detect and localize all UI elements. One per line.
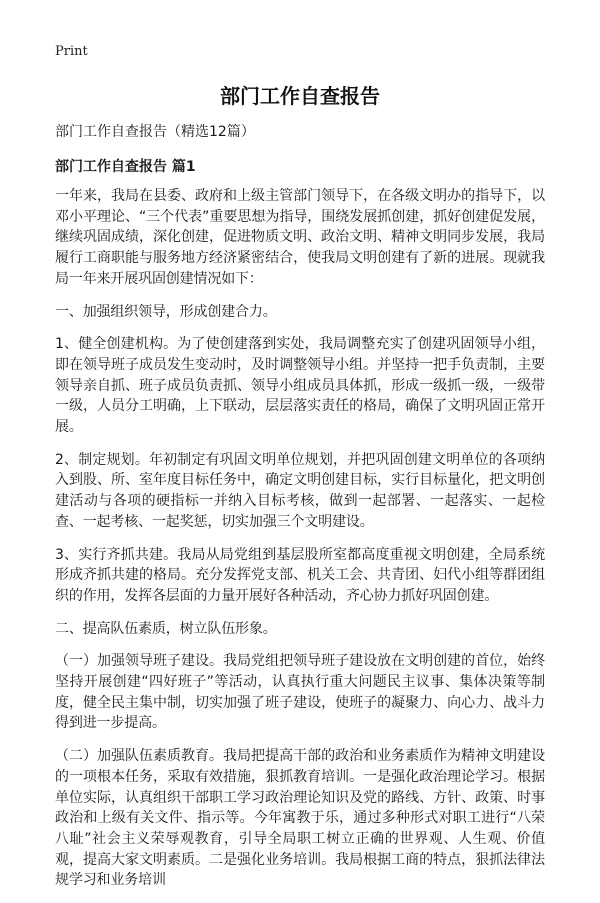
section-heading: 部门工作自查报告 篇1 <box>55 159 196 175</box>
paragraph-subitem-1: （一）加强领导班子建设。我局党组把领导班子建设放在文明创建的首位，始终坚持开展创建“四好班子”等活动，认真执行重大问题民主议事、集体决策等制度，健全民主集中制，切实加强了班子建设，使班子的凝聚力、向心力、战斗力得到进一步提高。 <box>55 653 545 732</box>
document-title: 部门工作自查报告 <box>220 84 380 108</box>
paragraph-item-1: 1、健全创建机构。为了使创建落到实处，我局调整充实了创建巩固领导小组，即在领导班子成员发生变动时，及时调整领导小组。并坚持一把手负责制，主要领导亲自抓、班子成员负责抓、领导小组成员具体抓，形成一级抓一级，一级带一级，人员分工明确，上下联动，层层落实责任的格局，确保了文明巩固正常开展。 <box>55 336 545 436</box>
heading-part-two: 二、提高队伍素质，树立队伍形象。 <box>55 620 277 637</box>
paragraph-item-3: 3、实行齐抓共建。我局从局党组到基层股所室都高度重视文明创建，全局系统形成齐抓共建的格局。充分发挥党支部、机关工会、共青团、妇代小组等群团组织的作用，发挥各层面的力量开展好各种活动，齐心协力抓好巩固创建。 <box>55 546 545 604</box>
heading-part-one: 一、加强组织领导，形成创建合力。 <box>55 303 277 320</box>
paragraph-item-2: 2、制定规划。年初制定有巩固文明单位规划，并把巩固创建文明单位的各项纳入到股、所、室年度目标任务中，确定文明创建目标，实行目标量化，把文明创建活动与各项的硬指标一并纳入目标考核，做到一起部署、一起落实、一起检查、一起考核、一起奖惩，切实加强三个文明建设。 <box>55 451 545 530</box>
paragraph-intro: 一年来，我局在县委、政府和上级主管部门领导下，在各级文明办的指导下，以邓小平理论、“三个代表”重要思想为指导，围绕发展抓创建，抓好创建促发展，继续巩固成绩，深化创建，促进物质文明、政治文明、精神文明同步发展，我局履行工商职能与服务地方经济紧密结合，使我局文明创建有了新的进展。现就我局一年来开展巩固创建情况如下： <box>55 188 545 287</box>
print-link[interactable]: Print <box>55 44 88 59</box>
paragraph-subitem-2: （二）加强队伍素质教育。我局把提高干部的政治和业务素质作为精神文明建设的一项根本任务，采取有效措施，狠抓教育培训。一是强化政治理论学习。根据单位实际，认真组织干部职工学习政治理论知识及党的路线、方针、政策、时事政治和上级有关文件、指示等。今年寓教于乐，通过多种形式对职工进行“八荣八耻”社会主义荣辱观教育，引导全局职工树立正确的世界观、人生观、价值观，提高大家文明素质。二是强化业务培训。我局根据工商的特点，狠抓法律法规学习和业务培训 <box>55 748 545 889</box>
document-subtitle: 部门工作自查报告（精选12篇） <box>55 124 255 140</box>
document-body <box>55 122 545 903</box>
